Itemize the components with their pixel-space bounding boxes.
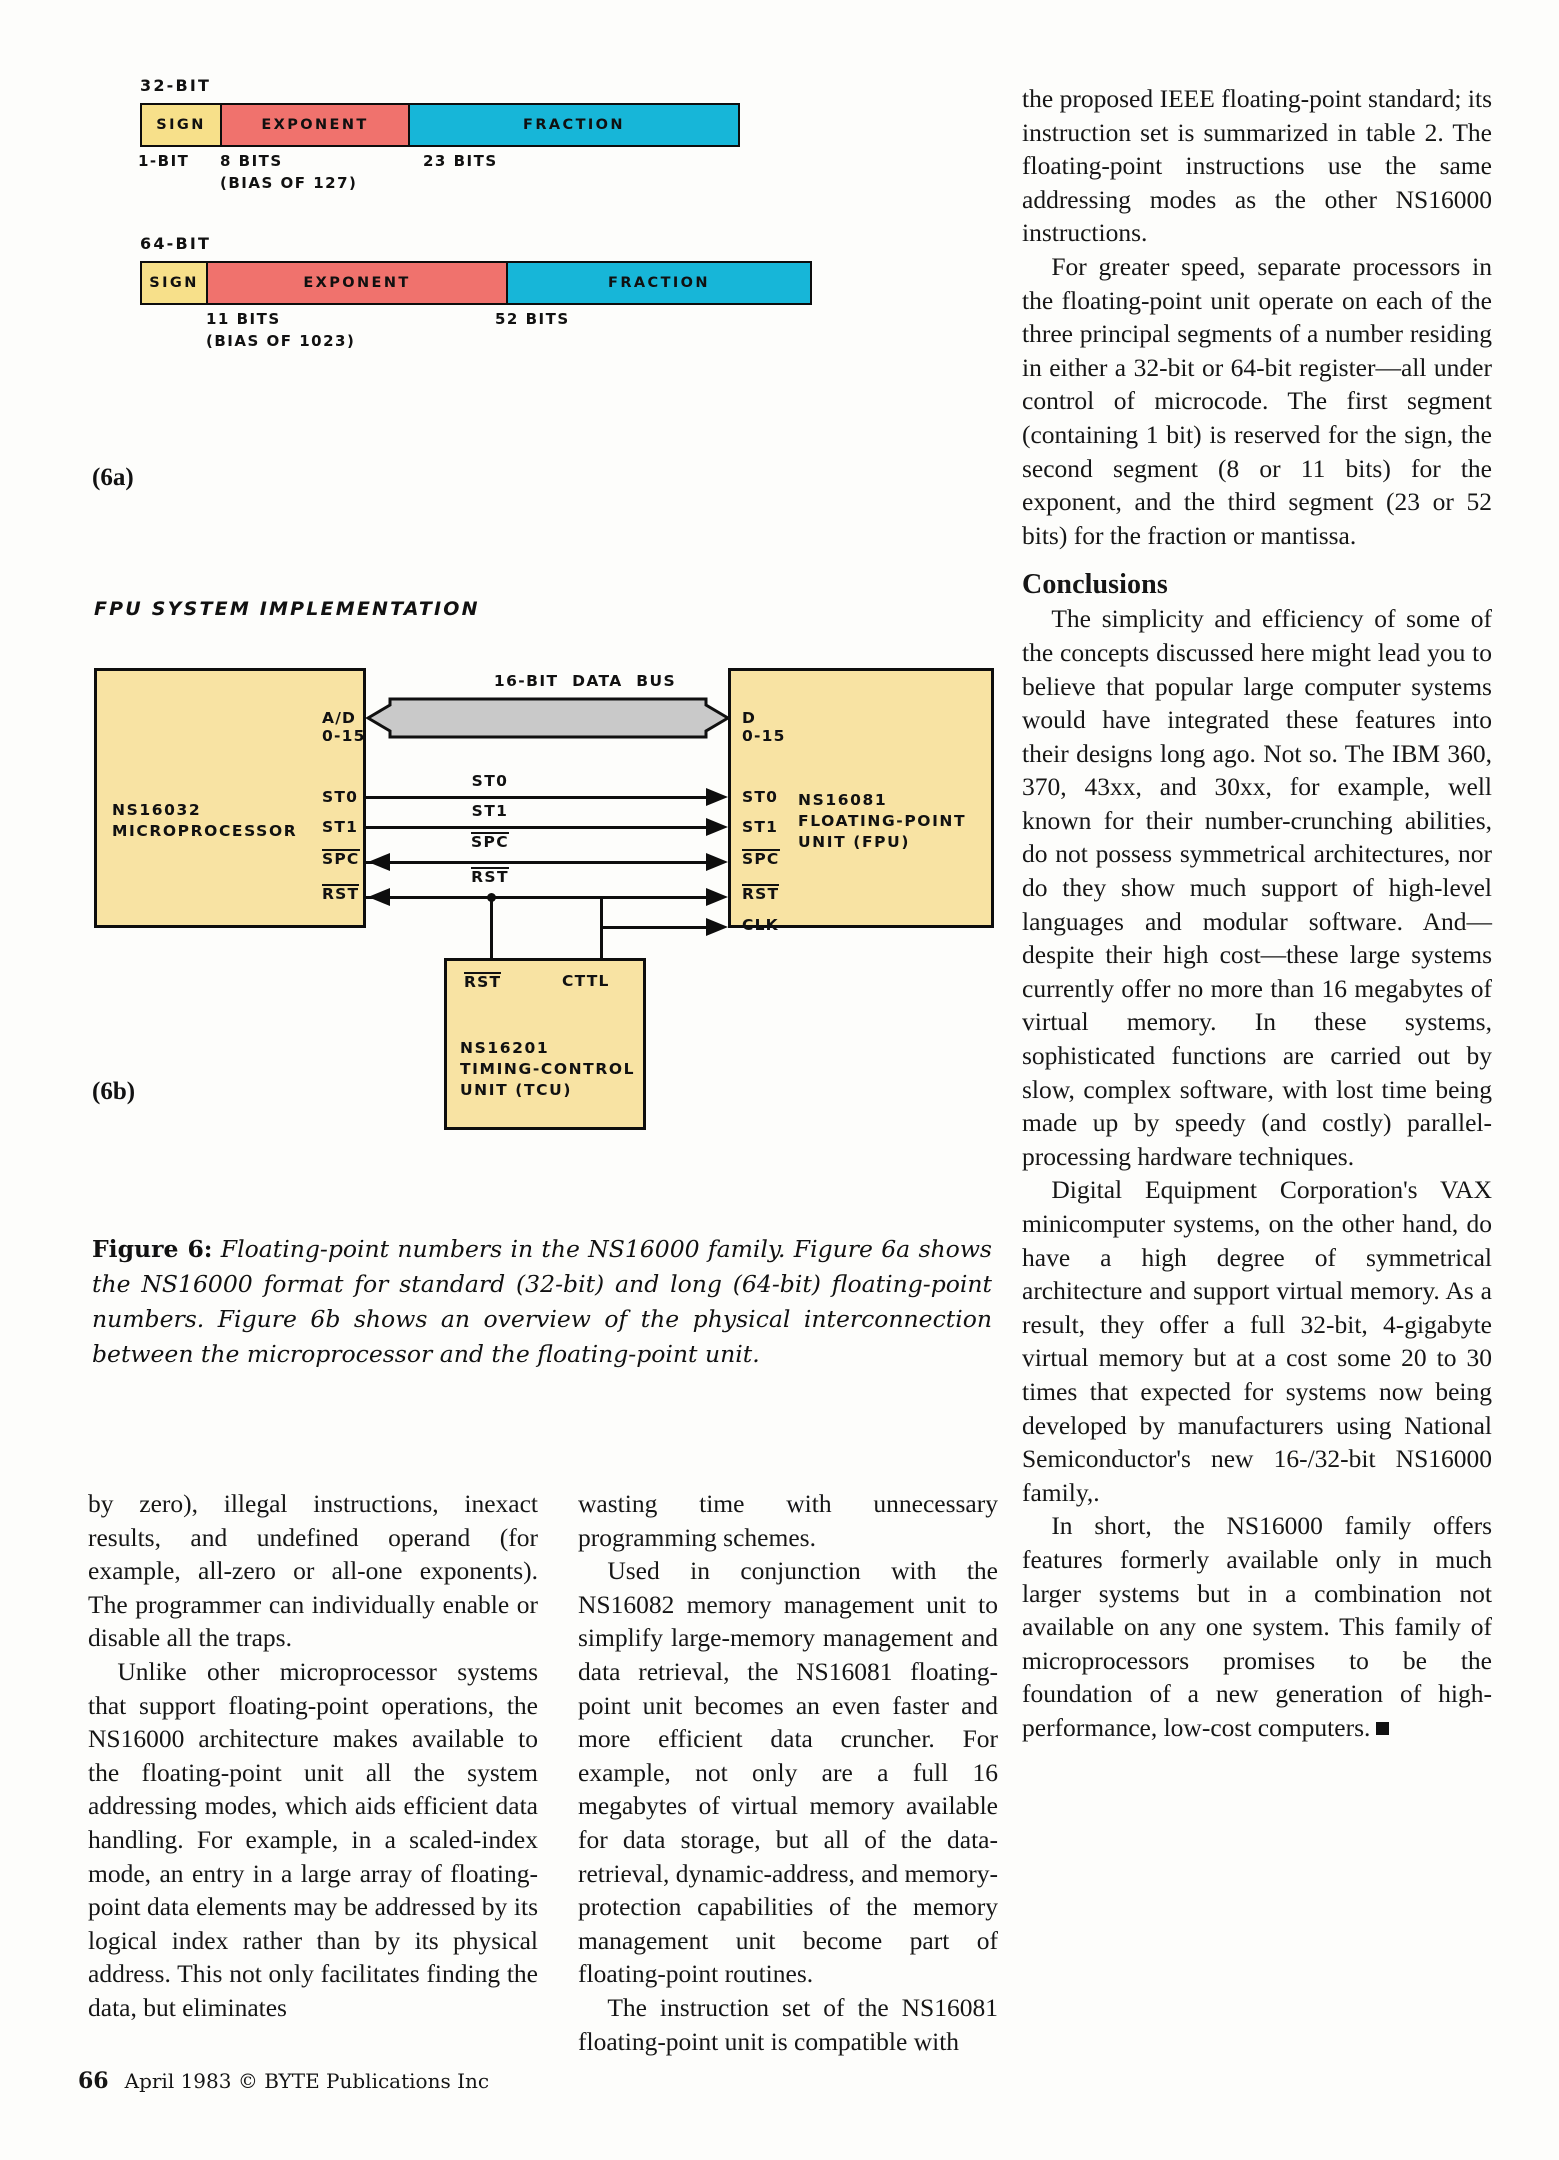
block-ns16201-name-line3: UNIT (TCU) xyxy=(460,1081,572,1099)
segment-sign: SIGN xyxy=(142,105,222,145)
block-ns16081-name-line2: FLOATING-POINT xyxy=(798,812,967,830)
format-32bit-title: 32-BIT xyxy=(140,76,212,95)
footer-imprint: April 1983 © BYTE Publications Inc xyxy=(124,2069,490,2093)
pin-cpu-st0: ST0 xyxy=(322,788,359,806)
wire-spc xyxy=(366,861,722,864)
paragraph: wasting time with unnecessary programming schemes. xyxy=(578,1489,998,1552)
pin-tcu-cttl: CTTL xyxy=(562,972,610,990)
figure-caption xyxy=(92,1232,992,1372)
block-ns16032-name-line2: MICROPROCESSOR xyxy=(112,822,298,840)
data-bus-arrow xyxy=(366,697,730,739)
bitlabel-fraction: 23 BITS xyxy=(423,152,498,170)
wire-rst-to-tcu xyxy=(490,896,493,958)
arrow-st0 xyxy=(706,786,730,808)
format-64bit-title: 64-BIT xyxy=(140,234,212,253)
pin-fpu-spc: SPC xyxy=(742,850,780,868)
pin-fpu-clk: CLK xyxy=(742,916,779,934)
arrow-spc-left xyxy=(366,851,390,873)
segment-sign: SIGN xyxy=(142,263,208,303)
arrow-rst-left xyxy=(366,886,390,908)
bitlabel-exponent-bias: (BIAS OF 1023) xyxy=(206,332,356,350)
block-ns16081-name-line3: UNIT (FPU) xyxy=(798,833,910,851)
wire-st0 xyxy=(366,796,722,799)
format-32bit xyxy=(140,76,840,206)
pin-tcu-rst: RST xyxy=(464,973,502,991)
paragraph: The instruction set of the NS16081 floating-point unit is compatible with xyxy=(578,1992,998,2056)
figure-6a-label: (6a) xyxy=(92,464,134,491)
figure-caption-text: Floating-point numbers in the NS16000 family. Figure 6a shows the NS16000 format for standard (32-bit) and long (64-bit) floating-point numbers. Figure 6b shows an overview of the physical interconnection between the microprocessor and the floating-point unit. xyxy=(92,1235,992,1368)
arrow-spc-right xyxy=(706,851,730,873)
bitlabel-exponent: 11 BITS xyxy=(206,310,281,328)
segment-exponent: EXPONENT xyxy=(208,263,508,303)
bitlabel-sign: 1-BIT xyxy=(138,152,190,170)
signal-label-st1: ST1 xyxy=(471,802,509,820)
bottom-left-column xyxy=(88,1487,538,2025)
signal-label-spc: SPC xyxy=(470,833,510,851)
paragraph: by zero), illegal instructions, inexact results, and undefined operand (for example, all-zero or all-one exponents). The programmer can individually enable or disable all the traps. xyxy=(88,1489,538,1653)
section-heading-conclusions: Conclusions xyxy=(1022,569,1168,601)
label-data-bus: 16-BIT DATA BUS xyxy=(493,672,677,690)
page-footer xyxy=(78,2068,489,2094)
paragraph: For greater speed, separate processors in the floating-point unit operate on each of the three principal segments of a number residing in either a 32-bit or 64-bit register—all under control of microcode. The first segment (containing 1 bit) is reserved for the sign, the second segment (8 or 11 bits) for the exponent, and the third segment (23 or 52 bits) for the fraction or mantissa. xyxy=(1022,251,1492,550)
wire-cttl-to-clk xyxy=(600,926,722,929)
pin-cpu-ad: A/D xyxy=(322,709,357,727)
format-64bit xyxy=(140,234,840,364)
pin-fpu-rst: RST xyxy=(742,885,780,903)
bitlabel-exponent: 8 BITS xyxy=(220,152,283,170)
segment-fraction: FRACTION xyxy=(410,105,738,145)
bitlabel-fraction: 52 BITS xyxy=(495,310,570,328)
format-32bit-bitlabels xyxy=(140,152,840,206)
segment-fraction: FRACTION xyxy=(508,263,810,303)
page-number: 66 xyxy=(78,2068,109,2094)
segment-exponent: EXPONENT xyxy=(222,105,410,145)
block-ns16081-name-line1: NS16081 xyxy=(798,791,888,809)
arrow-st1 xyxy=(706,816,730,838)
right-column xyxy=(1022,82,1492,1745)
pin-cpu-st1: ST1 xyxy=(322,818,359,836)
block-ns16201-name-line2: TIMING-CONTROL xyxy=(460,1060,636,1078)
format-64bit-bitlabels xyxy=(140,310,840,364)
pin-fpu-d: D xyxy=(742,709,757,727)
paragraph: The simplicity and efficiency of some of the concepts discussed here might lead you to believe that popular large computer systems would have integrated these features into their designs long ago. Not so. The IBM 360, 370, 43xx, and 30xx, for example, well known for their number-crunching abilities, do not possess symmetrical architectures, nor do they show much support of high-level languages and modular software. And—despite their high cost—these large systems currently offer no more than 16 megabytes of virtual memory. In these systems, sophisticated functions are carried out by slow, complex software, with lost time being made up by speedy (and costly) parallel-processing hardware techniques. xyxy=(1022,604,1492,1171)
pin-fpu-st1: ST1 xyxy=(742,818,779,836)
pin-cpu-spc: SPC xyxy=(322,850,360,868)
wire-rst xyxy=(366,896,722,899)
fpu-diagram-title: FPU SYSTEM IMPLEMENTATION xyxy=(94,598,480,620)
paragraph: Digital Equipment Corporation's VAX minicomputer systems, on the other hand, do have a high degree of symmetrical architecture and support virtual memory. As a result, they offer a full 32-bit, 4-gigabyte virtual memory but at a cost some 20 to 30 times that expected for systems now being developed by manufacturers using National Semiconductor's new 16-/32-bit NS16000 family,. xyxy=(1022,1175,1492,1507)
end-of-article-mark xyxy=(1376,1722,1389,1735)
block-ns16032-name-line1: NS16032 xyxy=(112,801,202,819)
signal-label-rst: RST xyxy=(471,868,509,886)
arrow-clk xyxy=(706,916,730,938)
paragraph: the proposed IEEE floating-point standard; its instruction set is summarized in table 2. The floating-point instructions use the same addressing modes as the other NS16000 instructions. xyxy=(1022,84,1492,248)
block-ns16201-name-line1: NS16201 xyxy=(460,1039,550,1057)
paragraph: Unlike other microprocessor systems that support floating-point operations, the NS16000 architecture makes available to the floating-point unit all the system addressing modes, which aids efficient data handling. For example, in a scaled-index mode, an entry in a large array of floating-point data elements may be addressed by its logical index rather than by its physical address. This not only facilitates finding the data, but eliminates xyxy=(88,1656,538,2022)
format-32bit-bar xyxy=(140,103,740,147)
bottom-middle-column xyxy=(578,1487,998,2058)
pin-cpu-rst: RST xyxy=(322,885,360,903)
pin-fpu-d-range: 0-15 xyxy=(742,727,786,745)
wire-st1 xyxy=(366,826,722,829)
format-64bit-bar xyxy=(140,261,812,305)
bitlabel-exponent-bias: (BIAS OF 127) xyxy=(220,174,358,192)
figure-caption-prefix: Figure 6: xyxy=(92,1235,213,1263)
arrow-rst-right xyxy=(706,886,730,908)
figure-6b-label: (6b) xyxy=(92,1078,136,1105)
paragraph-final xyxy=(1022,1509,1492,1744)
paragraph-final-text: In short, the NS16000 family offers features formerly available only in much larger systems but in a combination not available on any one system. This family of microprocessors promises to be the foundation of a new generation of high-performance, low-cost computers. xyxy=(1022,1511,1492,1742)
paragraph: Used in conjunction with the NS16082 memory management unit to simplify large-memory management and data retrieval, the NS16081 floating-point unit becomes an even faster and more efficient data cruncher. For example, not only are a full 16 megabytes of virtual memory available for data storage, but all of the data-retrieval, dynamic-address, and memory-protection capabilities of the memory management unit become part of floating-point routines. xyxy=(578,1556,998,1989)
pin-fpu-st0: ST0 xyxy=(742,788,779,806)
figure-6a xyxy=(140,76,840,364)
pin-cpu-ad-range: 0-15 xyxy=(322,727,366,745)
signal-label-st0: ST0 xyxy=(471,772,509,790)
